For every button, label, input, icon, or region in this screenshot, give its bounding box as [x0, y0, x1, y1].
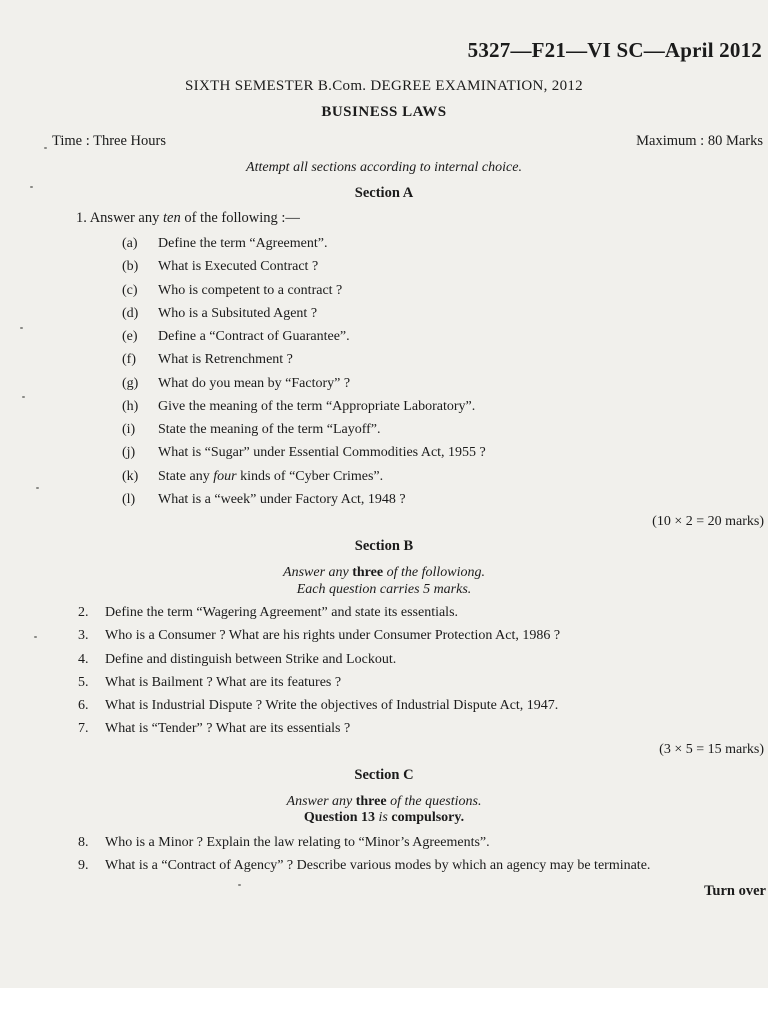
question-text: Define the term “Wagering Agreement” and state its essentials. — [105, 605, 459, 620]
sub-question-text: Give the meaning of the term “Appropriate Laboratory”. — [158, 399, 476, 414]
question-text: Who is a Consumer ? What are his rights under Consumer Protection Act, 1986 ? — [105, 628, 561, 643]
question-6 — [78, 698, 558, 714]
sub-question-a — [122, 236, 327, 252]
scan-speck — [30, 186, 33, 188]
sub-question-j — [122, 445, 486, 461]
sub-question-text: State the meaning of the term “Layoff”. — [158, 422, 381, 437]
exam-title: SIXTH SEMESTER B.Com. DEGREE EXAMINATION, 2012 — [185, 78, 583, 94]
sub-question-text: Who is competent to a contract ? — [158, 283, 343, 298]
sub-question-k — [122, 469, 383, 485]
sub-question-text: What is Retrenchment ? — [158, 352, 293, 367]
sub-question-text: What is Executed Contract ? — [158, 259, 319, 274]
sub-question-label: (f) — [122, 352, 136, 367]
section-b-marks: (3 × 5 = 15 marks) — [659, 742, 764, 757]
question-text: What is Bailment ? What are its features ? — [105, 675, 342, 690]
sub-question-e — [122, 329, 350, 345]
section-c-title: Section C — [354, 767, 414, 783]
scan-speck — [22, 396, 25, 398]
sub-question-label: (a) — [122, 236, 138, 251]
sub-question-label: (l) — [122, 492, 136, 507]
question-9 — [78, 858, 650, 874]
sub-question-c — [122, 283, 342, 299]
sub-question-text: What do you mean by “Factory” ? — [158, 376, 351, 391]
question-number: 5. — [78, 675, 89, 690]
sub-question-label: (h) — [122, 399, 139, 414]
question-8 — [78, 835, 490, 851]
sub-question-text: What is a “week” under Factory Act, 1948 ? — [158, 492, 406, 507]
question-number: 4. — [78, 652, 89, 667]
sub-question-label: (g) — [122, 376, 139, 391]
sub-question-i — [122, 422, 381, 438]
section-b-marks-note: Each question carries 5 marks. — [296, 582, 472, 597]
section-a-marks: (10 × 2 = 20 marks) — [652, 514, 764, 529]
maximum-marks: Maximum : 80 Marks — [636, 133, 763, 149]
question-number: 3. — [78, 628, 89, 643]
sub-question-f — [122, 352, 293, 368]
scan-speck — [36, 487, 39, 489]
sub-question-text: Who is a Subsituted Agent ? — [158, 306, 318, 321]
question-4 — [78, 652, 396, 668]
question-5 — [78, 675, 341, 691]
question-2 — [78, 605, 458, 621]
general-instruction: Attempt all sections according to internal choice. — [246, 160, 522, 175]
section-c-instruction: Answer any three of the questions. — [286, 794, 482, 809]
sub-question-text: State any four kinds of “Cyber Crimes”. — [158, 469, 384, 484]
question-1 — [76, 210, 300, 227]
sub-question-label: (e) — [122, 329, 138, 344]
sub-question-text: Define the term “Agreement”. — [158, 236, 328, 251]
time-allowed: Time : Three Hours — [52, 133, 166, 149]
question-number: 9. — [78, 858, 89, 873]
sub-question-label: (b) — [122, 259, 139, 274]
scan-speck — [238, 884, 241, 886]
section-c-compulsory-note: Question 13 is compulsory. — [303, 810, 465, 825]
sub-question-g — [122, 376, 350, 392]
question-3 — [78, 628, 560, 644]
sub-question-text: What is “Sugar” under Essential Commodities Act, 1955 ? — [158, 445, 486, 460]
scan-speck — [20, 327, 23, 329]
scan-speck — [34, 636, 37, 638]
question-7 — [78, 721, 350, 737]
question-text: What is a “Contract of Agency” ? Describe various modes by which an agency may be terminate. — [105, 858, 651, 873]
sub-question-b — [122, 259, 318, 275]
sub-question-label: (j) — [122, 445, 136, 460]
section-b-instruction: Answer any three of the followiong. — [283, 565, 485, 580]
question-text: Who is a Minor ? Explain the law relating to “Minor’s Agreements”. — [105, 835, 490, 850]
question-number: 7. — [78, 721, 89, 736]
sub-question-label: (c) — [122, 283, 138, 298]
question-text: What is “Tender” ? What are its essentials ? — [105, 721, 351, 736]
sub-question-label: (d) — [122, 306, 139, 321]
question-text: What is Industrial Dispute ? Write the objectives of Industrial Dispute Act, 1947. — [105, 698, 559, 713]
question-number: 8. — [78, 835, 89, 850]
sub-question-label: (k) — [122, 469, 139, 484]
question-number: 6. — [78, 698, 89, 713]
question-number: 1. — [76, 210, 87, 226]
sub-question-label: (i) — [122, 422, 136, 437]
question-text: Answer any ten of the following :— — [89, 210, 300, 226]
sub-question-text: Define a “Contract of Guarantee”. — [158, 329, 350, 344]
sub-question-d — [122, 306, 317, 322]
subject-title: BUSINESS LAWS — [321, 104, 447, 120]
scan-speck — [44, 147, 47, 149]
question-text: Define and distinguish between Strike and Lockout. — [105, 652, 397, 667]
scan-bottom-margin — [0, 988, 768, 1024]
turn-over-note: Turn over — [704, 883, 766, 899]
paper-code: 5327—F21—VI SC—April 2012 — [467, 38, 762, 62]
sub-question-h — [122, 399, 475, 415]
sub-question-l — [122, 492, 406, 508]
section-a-title: Section A — [354, 185, 414, 201]
section-b-title: Section B — [354, 538, 414, 554]
question-number: 2. — [78, 605, 89, 620]
